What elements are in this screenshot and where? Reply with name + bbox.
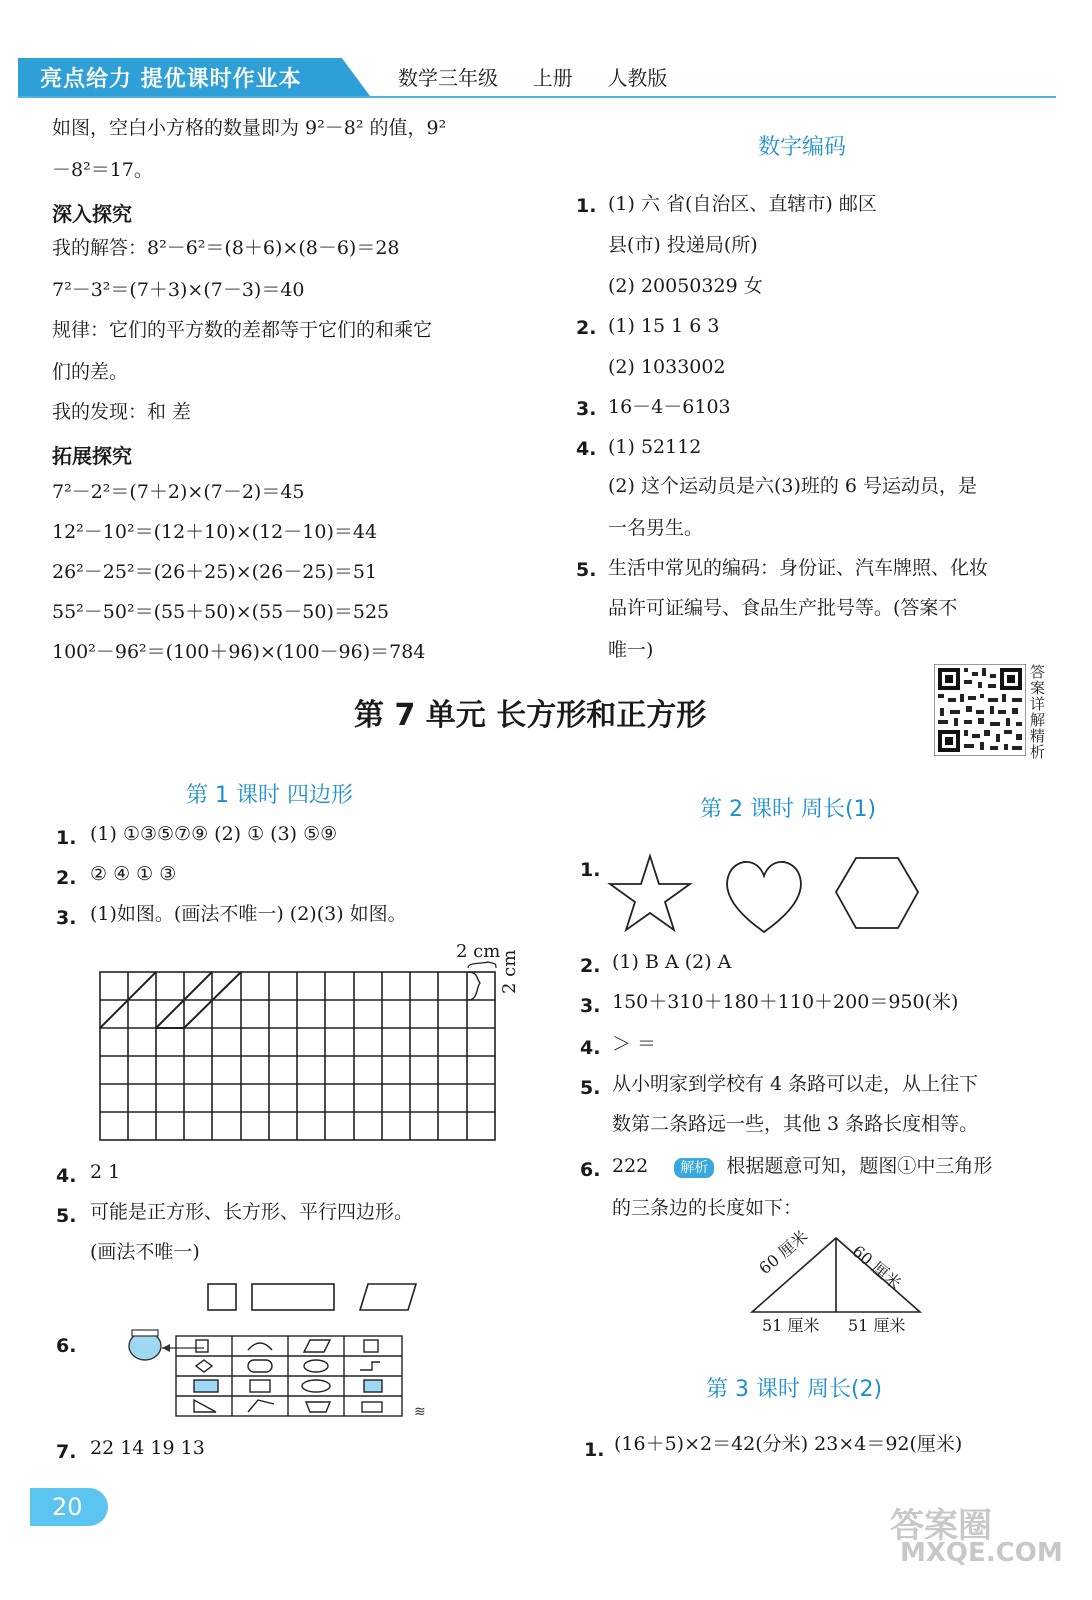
grid-figure bbox=[96, 938, 536, 1148]
question-number: 1. bbox=[576, 195, 597, 217]
question-number: 3. bbox=[580, 995, 601, 1017]
edition: 人教版 bbox=[607, 66, 668, 90]
volume: 上册 bbox=[532, 66, 573, 90]
question-number: 3. bbox=[576, 398, 597, 420]
question-number: 5. bbox=[576, 559, 597, 581]
question-number: 5. bbox=[56, 1205, 77, 1227]
question-number: 1. bbox=[580, 859, 601, 881]
question-number: 1. bbox=[584, 1439, 605, 1461]
rectangle-shape bbox=[252, 1284, 334, 1310]
qr-code-icon[interactable] bbox=[934, 664, 1026, 756]
text-line: (2) 1033002 bbox=[608, 356, 726, 378]
text-line: 我的解答：8²－6²＝(8＋6)×(8－6)＝28 bbox=[52, 237, 400, 259]
watermark: 答案圈 bbox=[890, 1506, 992, 1546]
question-number: 4. bbox=[56, 1165, 77, 1187]
text-line: (2) 这个运动员是六(3)班的 6 号运动员，是 bbox=[608, 475, 978, 497]
text-line: ② ④ ① ③ bbox=[90, 863, 177, 885]
text-line: 7²－3²＝(7＋3)×(7－3)＝40 bbox=[52, 279, 305, 301]
answer-value: 222 bbox=[612, 1155, 649, 1177]
section-heading: 拓展探究 bbox=[52, 444, 132, 468]
text-line: 26²－25²＝(26＋25)×(26－25)＝51 bbox=[52, 561, 378, 583]
heart-shape bbox=[727, 862, 801, 932]
text-line: 可能是正方形、长方形、平行四边形。 bbox=[90, 1201, 414, 1223]
question-number: 4. bbox=[580, 1037, 601, 1059]
section-title-number-coding: 数字编码 bbox=[758, 135, 847, 160]
text-line: 规律：它们的平方数的差都等于它们的和乘它 bbox=[52, 319, 433, 341]
text-line: 100²－96²＝(100＋96)×(100－96)＝784 bbox=[52, 641, 426, 663]
question-number: 2. bbox=[56, 867, 77, 889]
text-line: 如图，空白小方格的数量即为 9²－8² 的值，9² bbox=[52, 117, 447, 139]
text-line: 150＋310＋180＋110＋200＝950(米) bbox=[612, 991, 959, 1013]
triangle-base-label: 51 厘米 bbox=[762, 1316, 820, 1335]
text-line: (16＋5)×2＝42(分米) 23×4＝92(厘米) bbox=[614, 1433, 963, 1455]
book-title: 亮点给力 提优课时作业本 bbox=[40, 67, 302, 92]
text-line: 唯一) bbox=[608, 639, 654, 661]
text-line: －8²＝17。 bbox=[52, 159, 153, 181]
text-line: 16－4－6103 bbox=[608, 396, 731, 418]
triangle-side-label: 60 厘米 bbox=[848, 1241, 905, 1294]
triangle-base-label: 51 厘米 bbox=[848, 1316, 906, 1335]
text-line: 22 14 19 13 bbox=[90, 1437, 205, 1459]
text-line: 从小明家到学校有 4 条路可以走，从上往下 bbox=[612, 1073, 979, 1095]
text-line: 7²－2²＝(7＋2)×(7－2)＝45 bbox=[52, 481, 305, 503]
text-line: 品许可证编号、食品生产批号等。(答案不 bbox=[608, 597, 958, 619]
question-number: 6. bbox=[56, 1335, 77, 1357]
star-shape bbox=[610, 856, 690, 930]
triangle-side-label: 60 厘米 bbox=[755, 1226, 812, 1279]
question-number: 2. bbox=[576, 317, 597, 339]
text-line: 12²－10²＝(12＋10)×(12－10)＝44 bbox=[52, 521, 378, 543]
text-line: 我的发现：和 差 bbox=[52, 401, 192, 423]
svg-text:≋: ≋ bbox=[414, 1404, 426, 1420]
page-number: 20 bbox=[30, 1488, 108, 1526]
lesson-title: 第 1 课时 四边形 bbox=[186, 783, 353, 808]
question-number: 1. bbox=[56, 827, 77, 849]
fish-tank-figure bbox=[124, 1326, 474, 1422]
hexagon-shape bbox=[836, 858, 918, 928]
square-shape bbox=[208, 1284, 236, 1310]
text-line: 县(市) 投递局(所) bbox=[608, 234, 758, 256]
question-number: 6. bbox=[580, 1159, 601, 1181]
question-number: 3. bbox=[56, 907, 77, 929]
text-line: ＞ ＝ bbox=[612, 1033, 657, 1055]
text-line: 们的差。 bbox=[52, 361, 129, 383]
text-line: (1) 15 1 6 3 bbox=[608, 315, 720, 337]
text-line: (1) B A (2) A bbox=[612, 951, 732, 973]
subject: 数学三年级 bbox=[398, 66, 498, 90]
unit-title: 第 7 单元 长方形和正方形 bbox=[354, 698, 707, 733]
text-line bbox=[612, 1154, 992, 1178]
qr-caption: 答案详解精析 bbox=[1030, 663, 1046, 761]
watermark-url: MXQE.COM bbox=[900, 1538, 1063, 1568]
question-number: 4. bbox=[576, 438, 597, 460]
text-line: (2) 20050329 女 bbox=[608, 275, 763, 297]
text-line: (1)如图。(画法不唯一) (2)(3) 如图。 bbox=[90, 903, 407, 925]
text-line: 55²－50²＝(55＋50)×(55－50)＝525 bbox=[52, 601, 390, 623]
header-subtitle bbox=[398, 62, 667, 91]
text-line: 2 1 bbox=[90, 1161, 121, 1183]
text-line: 数第二条路远一些，其他 3 条路长度相等。 bbox=[612, 1113, 979, 1135]
dimension-label-side: 2 cm bbox=[499, 949, 520, 994]
text-line: 生活中常见的编码：身份证、汽车牌照、化妆 bbox=[608, 557, 989, 579]
text-line: 的三条边的长度如下： bbox=[612, 1197, 803, 1219]
text-line: 一名男生。 bbox=[608, 517, 704, 539]
question-number: 5. bbox=[580, 1077, 601, 1099]
perimeter-shapes bbox=[604, 852, 934, 936]
lesson-title: 第 3 课时 周长(2) bbox=[706, 1377, 883, 1402]
text-line: (1) ①③⑤⑦⑨ (2) ① (3) ⑤⑨ bbox=[90, 823, 338, 845]
text-line: (1) 52112 bbox=[608, 436, 702, 458]
text-line: (画法不唯一) bbox=[90, 1241, 200, 1263]
dimension-label-top: 2 cm bbox=[456, 941, 501, 962]
question-number: 2. bbox=[580, 955, 601, 977]
header-rule bbox=[18, 96, 1056, 98]
parallelogram-shape bbox=[360, 1284, 416, 1310]
quadrilateral-shapes bbox=[204, 1280, 424, 1314]
section-heading: 深入探究 bbox=[52, 202, 132, 226]
question-number: 7. bbox=[56, 1441, 77, 1463]
text-line: (1) 六 省(自治区、直辖市) 邮区 bbox=[608, 193, 877, 215]
lesson-title: 第 2 课时 周长(1) bbox=[700, 797, 877, 822]
analysis-tag: 解析 bbox=[674, 1158, 714, 1178]
analysis-text: 根据题意可知，题图①中三角形 bbox=[726, 1155, 993, 1177]
